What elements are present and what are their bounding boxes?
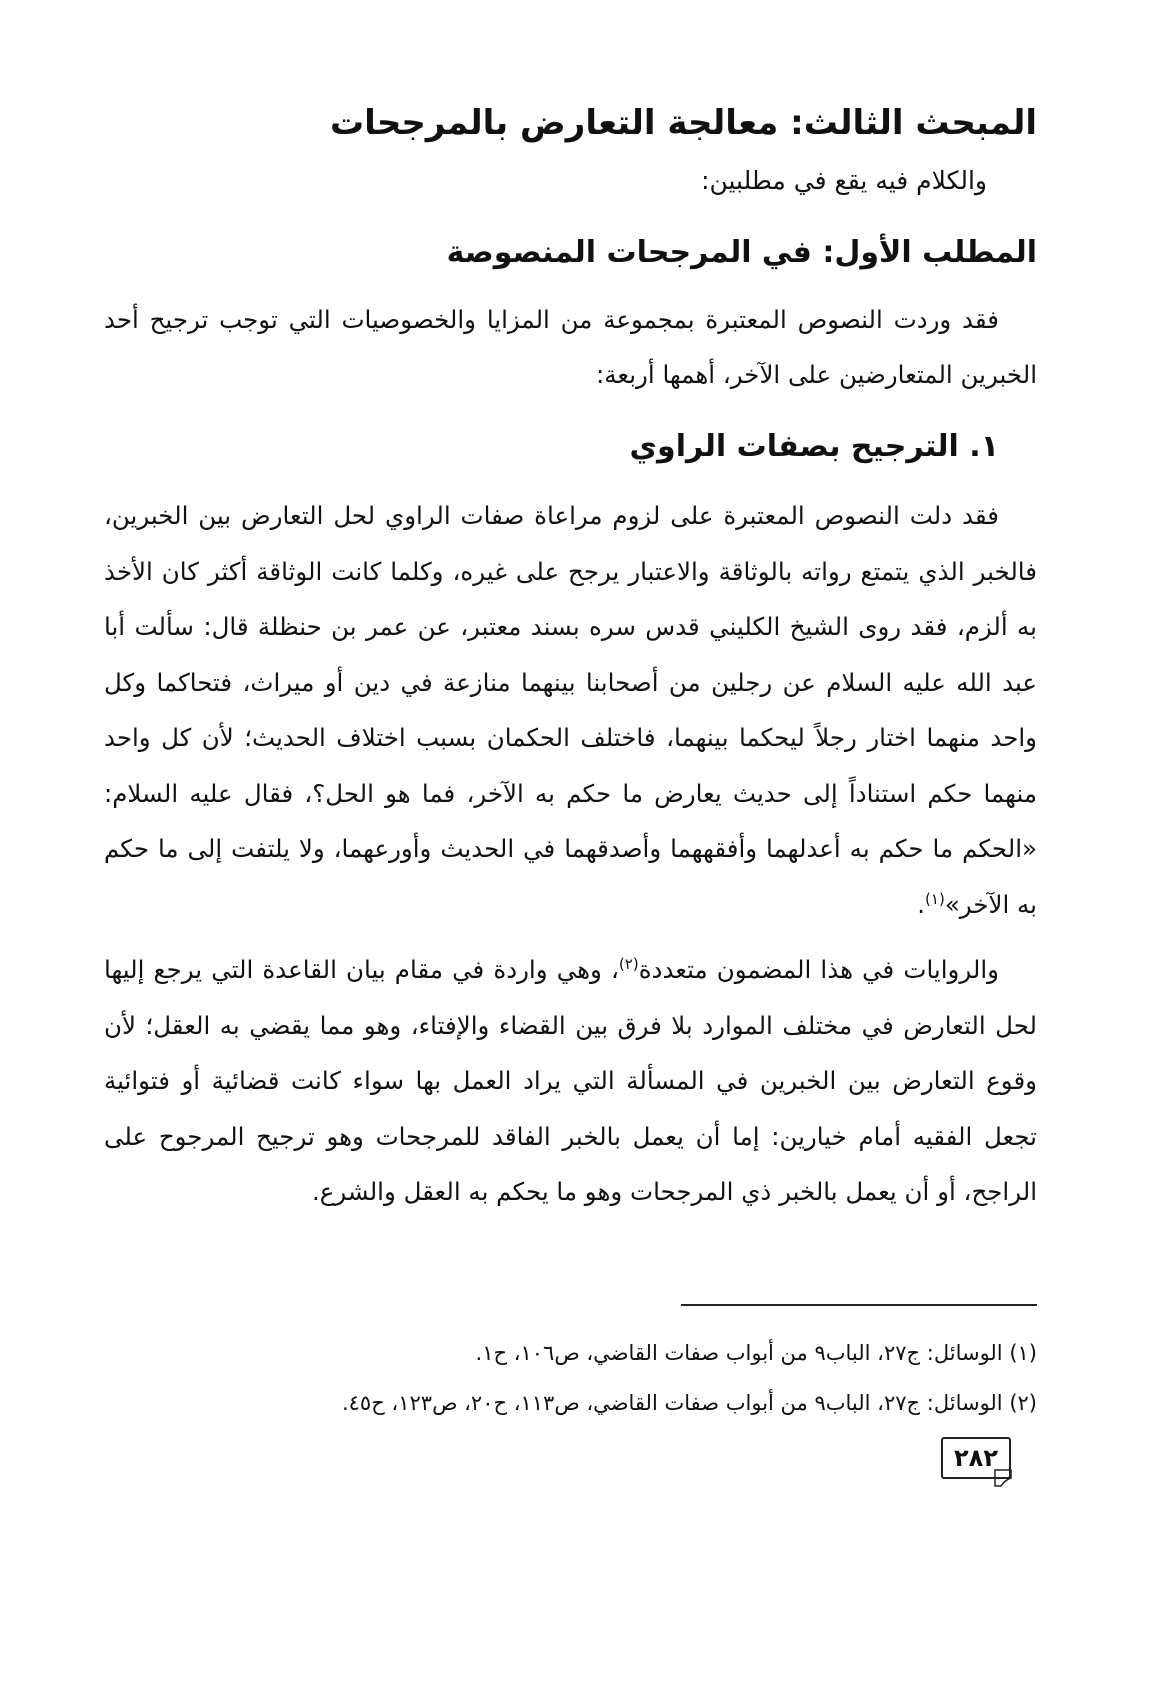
section-title: المبحث الثالث: معالجة التعارض بالمرجحات (329, 103, 1037, 143)
paragraph-2-end: . (917, 889, 926, 919)
paragraph-1: فقد وردت النصوص المعتبرة بمجموعة من المزايا والخصوصيات التي توجب ترجيح أحد الخبرين المتعارضين على الآخر، أهمها أربعة: (104, 305, 1037, 389)
paragraph-3-rest: ، وهي واردة في مقام بيان القاعدة التي يرجع إليها لحل التعارض في مختلف الموارد بلا فرق بين القضاء والإفتاء، وهو مما يقضي به العقل؛ لأن وقوع التعارض بين الخبرين في المسألة التي يراد العمل بها سواء كانت قضائية أو فتوائية تجعل الفقيه أمام خيارين: إما أن يعمل بالخبر الفاقد للمرجحات وهو ترجيح المرجوح على الراجح، أو أن يعمل بالخبر ذي المرجحات وهو ما يحكم به العقل والشرع. (104, 955, 1037, 1206)
footnote-ref-1: (١) (925, 889, 945, 908)
page-body (104, 96, 1037, 1220)
footnote-2: (٢) الوسائل: ج٢٧، الباب٩ من أبواب صفات القاضي، ص١١٣، ح٢٠، ص١٢٣، ح٤٥. (341, 1391, 1037, 1415)
subsection-title: المطلب الأول: في المرجحات المنصوصة (446, 235, 1037, 270)
footnote-1: (١) الوسائل: ج٢٧، الباب٩ من أبواب صفات القاضي، ص١٠٦، ح١. (475, 1341, 1037, 1365)
footnote-divider (681, 1304, 1037, 1306)
footnotes (104, 1328, 1037, 1428)
paragraph-3-start: والروايات في هذا المضمون متعددة (638, 955, 999, 984)
page-number: ٢٨٢ (941, 1437, 1011, 1479)
page-curl-icon (993, 1468, 1013, 1488)
section-intro: والكلام فيه يقع في مطلبين: (701, 166, 987, 195)
item-title-narrator-qualities: ١. الترجيح بصفات الراوي (629, 429, 999, 464)
paragraph-2-text: فقد دلت النصوص المعتبرة على لزوم مراعاة صفات الراوي لحل التعارض بين الخبرين، فالخبر الذي يتمتع رواته بالوثاقة والاعتبار يرجح على غيره، وكلما كانت الوثاقة أكثر كان الأخذ به ألزم، فقد روى الشيخ الكليني قدس سره بسند معتبر، عن عمر بن حنظلة قال: سألت أبا عبد الله عليه السلام عن رجلين من أصحابنا بينهما منازعة في دين أو ميراث، فتحاكما وكل واحد منهما اختار رجلاً ليحكما بينهما، فاختلف الحكمان بسبب اختلاف الحديث؛ لأن كل واحد منهما حكم استناداً إلى حديث يعارض ما حكم به الآخر، فما هو الحل؟، فقال عليه السلام: «الحكم ما حكم به أعدلهما وأفقههما وأصدقهما في الحديث وأورعهما، ولا يلتفت إلى ما حكم به الآخر» (104, 501, 1037, 919)
paragraph-2 (104, 488, 1037, 932)
paragraph-3 (104, 942, 1037, 1220)
footnote-ref-2: (٢) (618, 954, 639, 973)
